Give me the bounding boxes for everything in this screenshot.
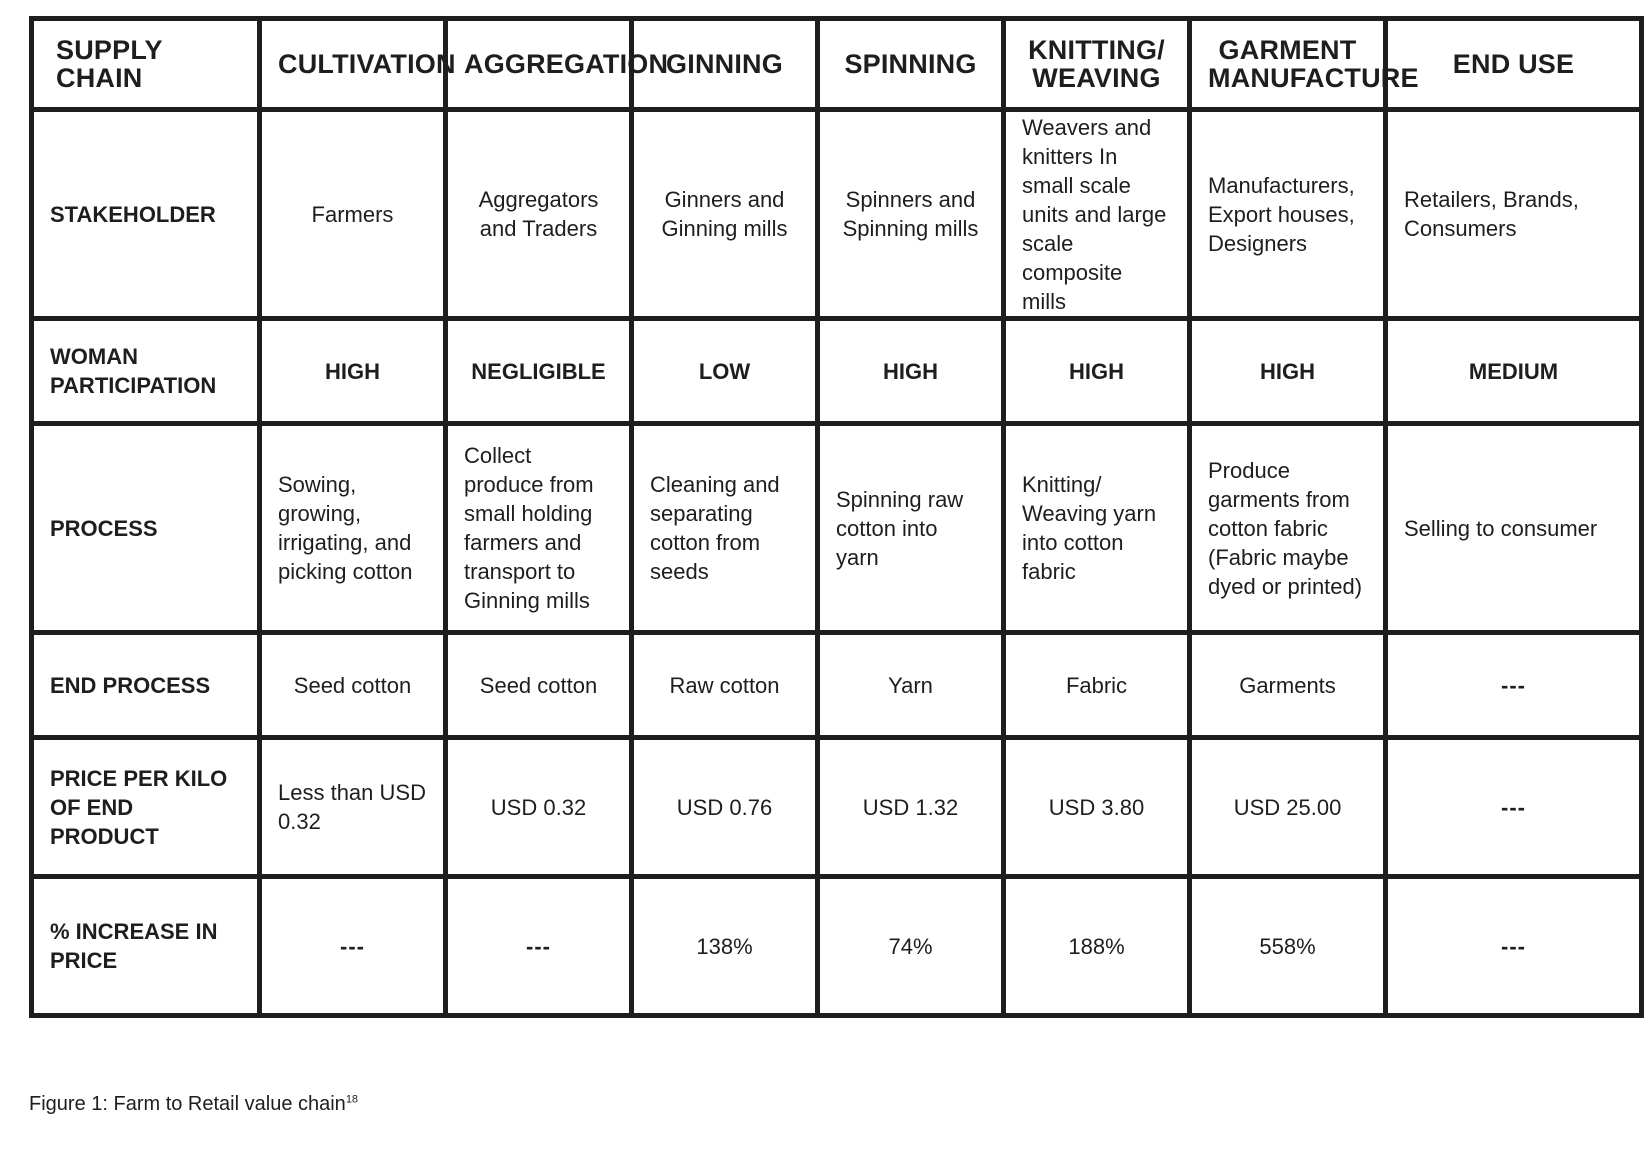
- table-cell: USD 1.32: [818, 738, 1004, 877]
- table-cell: 558%: [1190, 877, 1386, 1016]
- table-cell: Fabric: [1004, 633, 1190, 738]
- table-row-woman-participation: [32, 319, 1642, 424]
- table-cell: HIGH: [260, 319, 446, 424]
- table-cell: Produce garments from cotton fabric (Fabric maybe dyed or printed): [1190, 424, 1386, 633]
- table-cell: Yarn: [818, 633, 1004, 738]
- table-cell: Weavers and knitters In small scale units and large scale composite mills: [1004, 110, 1190, 319]
- table-cell: USD 3.80: [1004, 738, 1190, 877]
- header-end-use: END USE: [1386, 19, 1642, 110]
- table-cell: Collect produce from small holding farmers and transport to Ginning mills: [446, 424, 632, 633]
- table-cell: 74%: [818, 877, 1004, 1016]
- row-label: STAKEHOLDER: [32, 110, 260, 319]
- table-cell: NEGLIGIBLE: [446, 319, 632, 424]
- table-cell: USD 0.76: [632, 738, 818, 877]
- header-ginning: GINNING: [632, 19, 818, 110]
- value-chain-figure: [29, 16, 1639, 1018]
- value-chain-table: [29, 16, 1644, 1018]
- row-label: PROCESS: [32, 424, 260, 633]
- table-cell: USD 0.32: [446, 738, 632, 877]
- table-cell: Raw cotton: [632, 633, 818, 738]
- header-row: [32, 19, 1642, 110]
- row-label: % INCREASE IN PRICE: [32, 877, 260, 1016]
- table-cell: Seed cotton: [260, 633, 446, 738]
- table-cell: Spinning raw cotton into yarn: [818, 424, 1004, 633]
- table-cell: LOW: [632, 319, 818, 424]
- table-cell: Less than USD 0.32: [260, 738, 446, 877]
- table-cell: HIGH: [1190, 319, 1386, 424]
- header-spinning: SPINNING: [818, 19, 1004, 110]
- table-row-process: [32, 424, 1642, 633]
- table-cell: Retailers, Brands, Consumers: [1386, 110, 1642, 319]
- row-label: PRICE PER KILO OF END PRODUCT: [32, 738, 260, 877]
- table-cell: Cleaning and separating cotton from seeds: [632, 424, 818, 633]
- table-cell: Ginners and Ginning mills: [632, 110, 818, 319]
- row-label: WOMAN PARTICIPATION: [32, 319, 260, 424]
- table-cell: Manufacturers, Export houses, Designers: [1190, 110, 1386, 319]
- header-garment-manufacture: GARMENT MANUFACTURE: [1190, 19, 1386, 110]
- row-label: END PROCESS: [32, 633, 260, 738]
- table-row-end-process: [32, 633, 1642, 738]
- caption-footnote: 18: [345, 1093, 359, 1106]
- table-cell: HIGH: [1004, 319, 1190, 424]
- table-cell: USD 25.00: [1190, 738, 1386, 877]
- table-cell: Knitting/ Weaving yarn into cotton fabric: [1004, 424, 1190, 633]
- table-cell: Garments: [1190, 633, 1386, 738]
- figure-caption: [29, 1093, 358, 1116]
- table-row-price-per-kilo: [32, 738, 1642, 877]
- table-cell: Aggregators and Traders: [446, 110, 632, 319]
- table-cell: ---: [1386, 877, 1642, 1016]
- table-cell: ---: [260, 877, 446, 1016]
- table-cell: Selling to consumer: [1386, 424, 1642, 633]
- header-knitting-weaving: KNITTING/ WEAVING: [1004, 19, 1190, 110]
- caption-text: Figure 1: Farm to Retail value chain: [29, 1093, 346, 1115]
- table-cell: ---: [446, 877, 632, 1016]
- table-cell: 138%: [632, 877, 818, 1016]
- table-row-increase-in-price: [32, 877, 1642, 1016]
- table-cell: HIGH: [818, 319, 1004, 424]
- header-supply-chain: SUPPLY CHAIN: [32, 19, 260, 110]
- header-aggregation: AGGREGATION: [446, 19, 632, 110]
- header-cultivation: CULTIVATION: [260, 19, 446, 110]
- table-cell: ---: [1386, 738, 1642, 877]
- table-cell: Spinners and Spinning mills: [818, 110, 1004, 319]
- table-row-stakeholder: [32, 110, 1642, 319]
- table-cell: ---: [1386, 633, 1642, 738]
- table-cell: MEDIUM: [1386, 319, 1642, 424]
- table-cell: Sowing, growing, irrigating, and picking cotton: [260, 424, 446, 633]
- table-cell: Seed cotton: [446, 633, 632, 738]
- table-cell: Farmers: [260, 110, 446, 319]
- table-cell: 188%: [1004, 877, 1190, 1016]
